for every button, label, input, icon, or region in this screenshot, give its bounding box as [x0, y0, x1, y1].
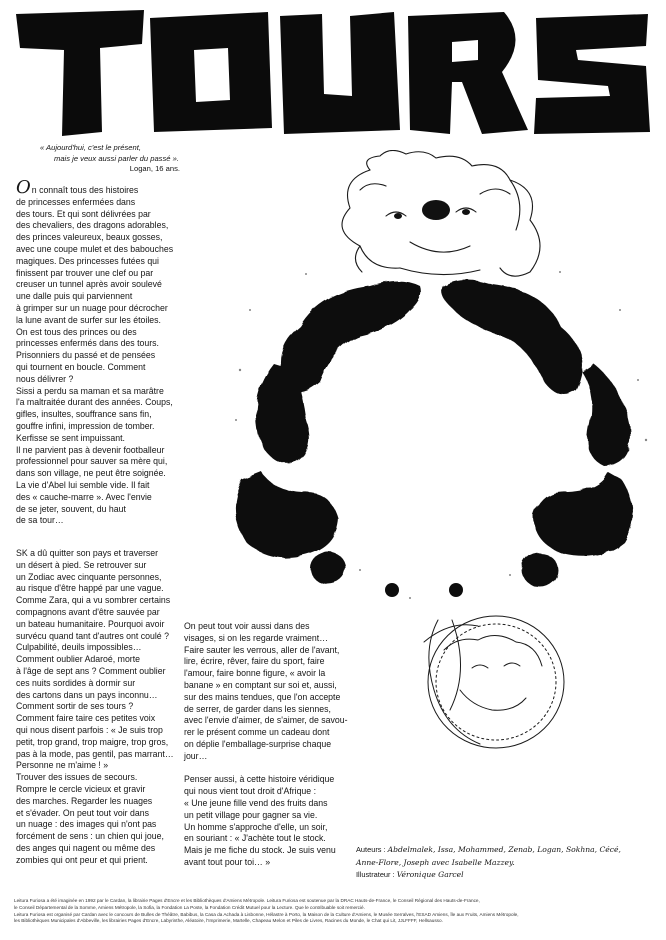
text-line: des princes valeureux, beaux gosses,: [16, 232, 163, 243]
text-line: Un homme s'approche d'elle, un soir,: [184, 821, 328, 832]
text-line: Sissi a perdu sa maman et sa marâtre: [16, 385, 164, 396]
text-line: Personne ne m'aime ! »: [16, 760, 109, 771]
text-line: de princesses enfermées dans: [16, 196, 136, 207]
ink-blot-ring: [235, 279, 633, 557]
text-line: des « cauche-marre ». Avec l'envie: [16, 491, 152, 502]
ink-blot-right-lower: [534, 472, 633, 556]
ink-blot-top-left: [280, 281, 420, 392]
title-letter-r: [408, 12, 528, 134]
text-line: professionnel pour sauver sa mère qui,: [16, 456, 168, 467]
text-line: On est tous des princes ou des: [16, 326, 137, 337]
footer-line-4: les Bibliothèques Municipales d'Abbeville, les librairies Pages d'Encre, Labyrinthe, Aléatoire, l'Imprimerie, Martelle, Chapeau Melon et Piles de Livres, Racines du Monde, le Chat qui Lit, JJLFFFF, Hellsausso.: [14, 918, 443, 924]
text-line: gifles, insultes, souffrance sans fin,: [16, 409, 152, 420]
text-line: Faire sauter les verrous, aller de l'avant,: [184, 644, 340, 655]
text-line: l'amour, faire bonne figure, « avoir la: [184, 668, 326, 679]
text-line: avec l'envie d'aimer, de s'aimer, de savou-: [184, 715, 348, 726]
text-line: un bateau humanitaire. Pourquoi avoir: [16, 618, 165, 629]
title-lettering: [16, 10, 650, 136]
illustrator-name: Véronique Garcel: [396, 870, 464, 879]
text-line: forcément de sens : un chien qui joue,: [16, 831, 164, 842]
authors-label: Auteurs :: [356, 845, 386, 854]
text-line: des anges qui nagent ou même des: [16, 842, 156, 853]
text-line: petit, trop grand, trop maigre, trop gros,: [16, 736, 169, 747]
text-line: creuser un tunnel après avoir soulevé: [16, 279, 162, 290]
text-line: et s'évader. On peut tout voir dans: [16, 807, 150, 818]
ink-dot-large-left: [310, 552, 346, 584]
text-line: ces nuits sordides à dormir sur: [16, 677, 136, 688]
drop-cap: O: [16, 177, 31, 198]
text-line: Rompre le cercle vicieux et gravir: [16, 783, 146, 794]
text-line: survécu quand tant d'autres ont coulé ?: [16, 630, 169, 641]
epigraph-author: Logan, 16 ans.: [129, 164, 180, 174]
footer-fineprint: [14, 898, 654, 925]
text-line: en souriant : « J'achète tout le stock.: [184, 833, 326, 844]
text-line: de sa tour…: [16, 515, 64, 526]
text-line: compagnons avant d'être sauvée par: [16, 606, 160, 617]
text-line: Penser aussi, à cette histoire véridique: [184, 774, 335, 785]
text-line: Culpabilité, deuils impossibles…: [16, 642, 142, 653]
ink-dot-small-left: [385, 583, 399, 597]
epigraph-line-1: « Aujourd'hui, c'est le présent,: [40, 143, 141, 152]
text-line: gouffre infini, impression de tomber.: [16, 420, 155, 431]
title-letter-o: [150, 12, 272, 132]
credits: [356, 844, 656, 882]
epigraph-line-2: mais je veux aussi parler du passé ».: [54, 153, 179, 163]
dog-eye-left: [394, 213, 402, 219]
text-line: pas à la mode, pas gentil, pas marrant…: [16, 748, 174, 759]
text-column-2: [16, 548, 174, 867]
coin-face-drawing: [424, 616, 564, 748]
text-line: avec une coupe mulet et des babouches: [16, 243, 174, 254]
text-line: Prisonniers du passé et de pensées: [16, 350, 156, 361]
text-line: « Une jeune fille vend des fruits dans: [184, 797, 328, 808]
text-line: qui nous vient tout droit d'Afrique :: [184, 786, 317, 797]
text-line: sur des mains tendues, que l'on accepte: [184, 691, 341, 702]
text-line: zombies qui ont peur et qui prient.: [16, 854, 148, 865]
text-line: un Zodiac avec cinquante personnes,: [16, 571, 162, 582]
text-line: à l'âge de sept ans ? Comment oublier: [16, 665, 166, 676]
text-line: de se jeter, souvent, du haut: [16, 503, 126, 514]
text-line: une dalle puis qui parviennent: [16, 291, 133, 302]
text-column-1: [16, 177, 174, 527]
text-line: un petit village pour gagner sa vie.: [184, 809, 318, 820]
text-line: avant tout pour toi… »: [184, 856, 271, 867]
title-letter-t: [16, 10, 144, 136]
text-line: princesses enfermés dans des tours.: [16, 338, 159, 349]
text-line: [16, 177, 173, 198]
text-line: l'a maltraitée durant des années. Coups,: [16, 397, 173, 408]
first-line-rest: n connaît tous des histoires: [31, 185, 139, 195]
text-line: des chevaliers, des dragons adorables,: [16, 220, 169, 231]
dog-nose: [422, 200, 450, 220]
text-line: La vie d'Abel lui semble vide. Il fait: [16, 479, 150, 490]
text-line: au risque d'être happé par une vague.: [16, 583, 164, 594]
text-line: visages, si on les regarde vraiment…: [184, 632, 328, 643]
ink-illustration: [210, 150, 660, 780]
text-line: Comment oublier Adaroé, morte: [16, 654, 141, 665]
text-line: nous délivrer ?: [16, 373, 74, 384]
text-line: SK a dû quitter son pays et traverser: [16, 548, 159, 558]
text-line: Mais je me fiche du stock. Je suis venu: [184, 845, 336, 856]
footer-line-1: Leitura Furiosa a été imaginée en 1992 par le Cardan, la librairie Pages d'Encre et les Bibliothèques d'Amiens Métropole. Leitura Furiosa est soutenue par la DRAC Hauts-de-France, le Conseil Régional des Hauts-de-France,: [14, 898, 480, 903]
text-line: lire, écrire, rêver, faire du sport, faire: [184, 656, 325, 667]
text-line: la lune avant de surfer sur les étoiles.: [16, 314, 161, 325]
text-line: des marches. Regarder les nuages: [16, 795, 153, 806]
text-line: des tours. Et qui sont délivrées par: [16, 208, 151, 219]
text-line: magiques. Des princesses futées qui: [16, 255, 159, 266]
ink-blot-right-upper: [582, 364, 630, 466]
ink-blot-left-lower: [235, 472, 338, 557]
text-line: Comment sortir de ses tours ?: [16, 701, 134, 712]
authors-line-1: Abdelmalek, Issa, Mohammed, Zenab, Logan, Sokhna, Cécé,: [387, 845, 621, 854]
text-line: Comme Zara, qui a vu sombrer certains: [16, 595, 171, 606]
text-line: qui tournent en boucle. Comment: [16, 361, 146, 372]
dog-eye-right: [462, 209, 470, 215]
illustrator-label: Illustrateur :: [356, 870, 395, 879]
text-line: Il ne parvient pas à devenir footballeur: [16, 444, 165, 455]
text-line: de serrer, de garder dans les siennes,: [184, 703, 331, 714]
text-line: Comment faire taire ces petites voix: [16, 713, 156, 724]
footer-line-3: Leitura Furiosa est organisé par Cardan avec le concours de Bulles de Théâtre, Babibus, la Casa da Achada à Lisbonne, Hélastre à Porto, la Maison de la Culture d'Amiens, le Musée Serralves, l'ESAD Amiens, Île aux Fruits, Amiens Métropole,: [14, 911, 519, 917]
ink-dot-large-right: [522, 553, 558, 587]
epigraph: [40, 143, 180, 175]
text-line: un nuage : des images qui n'ont pas: [16, 819, 157, 830]
text-line: On peut tout voir aussi dans des: [184, 621, 310, 631]
text-line: jour…: [184, 750, 208, 761]
text-line: un désert à pied. Se retrouver sur: [16, 559, 147, 570]
ink-blot-top-right: [441, 279, 582, 394]
text-line: des cartons dans un pays inconnu…: [16, 689, 158, 700]
text-line: qui nous disent parfois : « Je suis trop: [16, 724, 163, 735]
title-letter-u: [280, 12, 400, 134]
text-line: dans son village, ne peut être soignée.: [16, 468, 166, 479]
ink-dot-small-right: [449, 583, 463, 597]
title-letter-s: [534, 14, 650, 134]
text-line: à grimper sur un nuage pour décrocher: [16, 302, 168, 313]
footer-line-2: le Conseil Départemental de la Somme, Amiens Métropole, la Sofia, la Fondation La Poste, la Fondation Crédit Mutuel pour la Lecture. Que le contribuable soit remercié.: [14, 904, 365, 910]
text-line: finissent par trouver une clef ou par: [16, 267, 154, 278]
text-line: rer le présent comme un cadeau dont: [184, 727, 330, 738]
text-line: Kerfisse se sent impuissant.: [16, 432, 125, 443]
text-line: on déplie l'emballage-surprise chaque: [184, 738, 332, 749]
text-line: Trouver des issues de secours.: [16, 772, 138, 783]
authors-line-2: Anne-Flore, Joseph avec Isabelle Mazzey.: [356, 857, 515, 867]
text-line: banane » en comptant sur soi et, aussi,: [184, 679, 337, 690]
